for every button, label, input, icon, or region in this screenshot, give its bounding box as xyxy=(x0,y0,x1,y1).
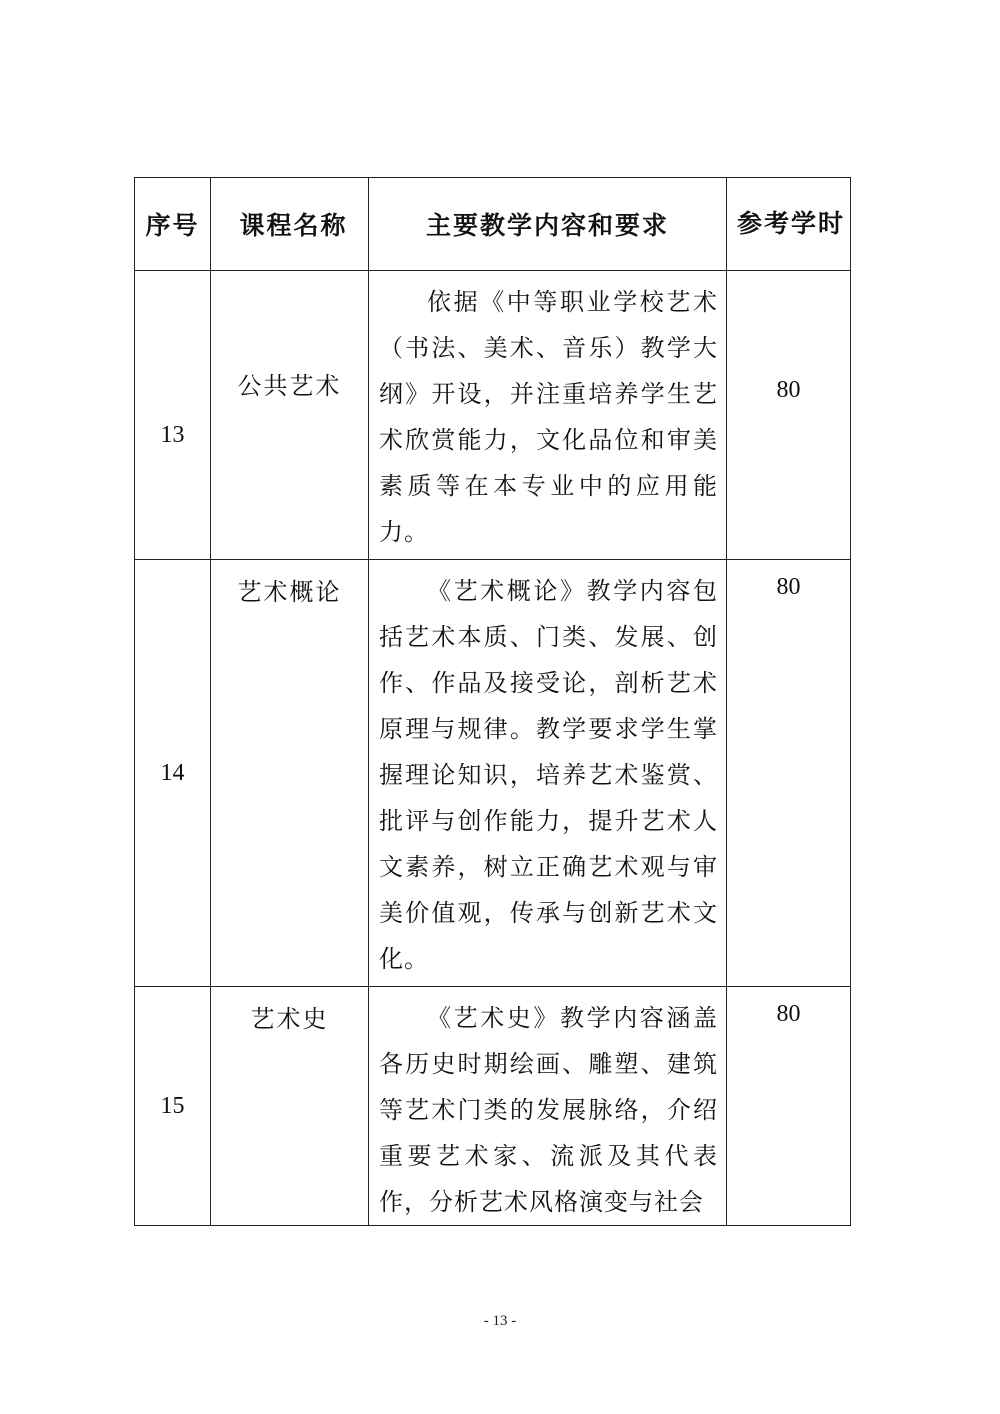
course-hours: 80 xyxy=(727,987,851,1226)
header-content: 主要教学内容和要求 xyxy=(369,178,727,271)
course-hours: 80 xyxy=(727,560,851,987)
table-row xyxy=(135,987,851,1226)
course-name: 艺术概论 xyxy=(211,560,369,987)
course-content: 《艺术史》教学内容涵盖各历史时期绘画、雕塑、建筑等艺术门类的发展脉络，介绍重要艺术家、流派及其代表作，分析艺术风格演变与社会 xyxy=(369,987,727,1226)
row-index: 15 xyxy=(135,987,211,1226)
course-hours: 80 xyxy=(727,271,851,560)
header-hours: 参考学时 xyxy=(727,178,851,271)
page-number: - 13 - xyxy=(483,1313,517,1329)
course-content: 依据《中等职业学校艺术（书法、美术、音乐）教学大纲》开设，并注重培养学生艺术欣赏能力，文化品位和审美素质等在本专业中的应用能力。 xyxy=(369,271,727,560)
course-name: 公共艺术 xyxy=(211,271,369,560)
row-index: 14 xyxy=(135,560,211,987)
course-name: 艺术史 xyxy=(211,987,369,1226)
header-course-name: 课程名称 xyxy=(211,178,369,271)
course-table xyxy=(134,177,851,1226)
table-row xyxy=(135,271,851,560)
table-header-row xyxy=(135,178,851,271)
table-row xyxy=(135,560,851,987)
header-index: 序号 xyxy=(135,178,211,271)
row-index: 13 xyxy=(135,271,211,560)
course-content: 《艺术概论》教学内容包括艺术本质、门类、发展、创作、作品及接受论，剖析艺术原理与规律。教学要求学生掌握理论知识，培养艺术鉴赏、批评与创作能力，提升艺术人文素养，树立正确艺术观与审美价值观，传承与创新艺术文化。 xyxy=(369,560,727,987)
